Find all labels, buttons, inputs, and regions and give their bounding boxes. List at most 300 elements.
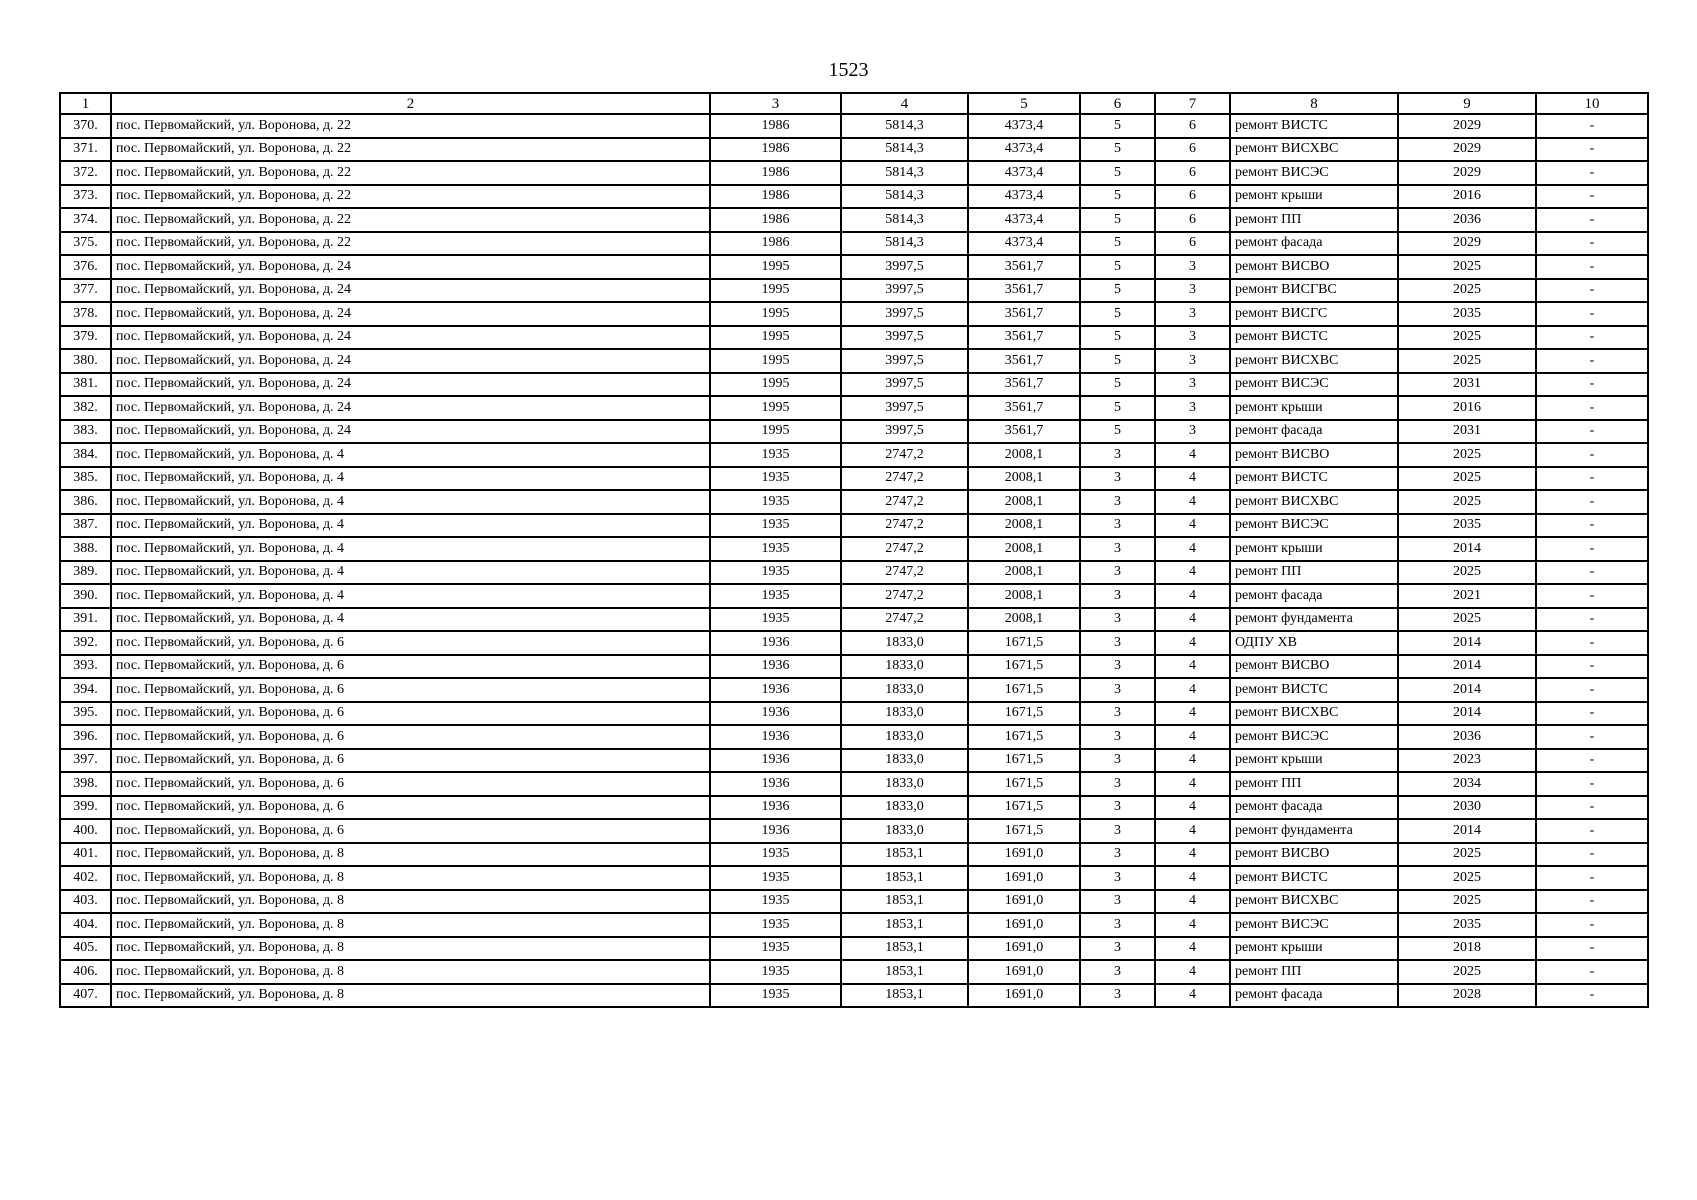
year-cell: 1935 <box>710 537 841 561</box>
page-number: 1523 <box>828 59 869 81</box>
work-type-cell: ремонт ВИСТС <box>1230 467 1398 491</box>
value-col7-cell: 4 <box>1155 631 1230 655</box>
value-col5-cell: 3561,7 <box>968 396 1080 420</box>
row-number-cell: 403. <box>60 890 111 914</box>
address-cell: пос. Первомайский, ул. Воронова, д. 4 <box>111 561 710 585</box>
table-row <box>60 608 1648 632</box>
planned-year-cell: 2035 <box>1398 913 1536 937</box>
table-row <box>60 725 1648 749</box>
table-row <box>60 913 1648 937</box>
address-cell: пос. Первомайский, ул. Воронова, д. 6 <box>111 655 710 679</box>
table-row <box>60 138 1648 162</box>
planned-year-cell: 2036 <box>1398 725 1536 749</box>
value-col7-cell: 4 <box>1155 866 1230 890</box>
table-row <box>60 349 1648 373</box>
address-cell: пос. Первомайский, ул. Воронова, д. 24 <box>111 396 710 420</box>
row-number-cell: 388. <box>60 537 111 561</box>
address-cell: пос. Первомайский, ул. Воронова, д. 4 <box>111 584 710 608</box>
planned-year-cell: 2018 <box>1398 937 1536 961</box>
table-row <box>60 490 1648 514</box>
header-row <box>60 93 1648 114</box>
value-col7-cell: 4 <box>1155 608 1230 632</box>
value-col10-cell: - <box>1536 208 1648 232</box>
year-cell: 1995 <box>710 349 841 373</box>
value-col10-cell: - <box>1536 232 1648 256</box>
work-type-cell: ремонт ВИСГВС <box>1230 279 1398 303</box>
value-col6-cell: 3 <box>1080 866 1155 890</box>
value-col7-cell: 3 <box>1155 255 1230 279</box>
value-col10-cell: - <box>1536 584 1648 608</box>
value-col4-cell: 5814,3 <box>841 232 968 256</box>
row-number-cell: 379. <box>60 326 111 350</box>
year-cell: 1935 <box>710 913 841 937</box>
address-cell: пос. Первомайский, ул. Воронова, д. 8 <box>111 843 710 867</box>
value-col7-cell: 4 <box>1155 843 1230 867</box>
row-number-cell: 392. <box>60 631 111 655</box>
table-row <box>60 984 1648 1008</box>
address-cell: пос. Первомайский, ул. Воронова, д. 6 <box>111 749 710 773</box>
planned-year-cell: 2014 <box>1398 655 1536 679</box>
planned-year-cell: 2014 <box>1398 678 1536 702</box>
address-cell: пос. Первомайский, ул. Воронова, д. 24 <box>111 349 710 373</box>
row-number-cell: 405. <box>60 937 111 961</box>
work-type-cell: ремонт ВИСХВС <box>1230 349 1398 373</box>
value-col10-cell: - <box>1536 467 1648 491</box>
year-cell: 1986 <box>710 161 841 185</box>
value-col4-cell: 3997,5 <box>841 326 968 350</box>
row-number-cell: 373. <box>60 185 111 209</box>
value-col5-cell: 2008,1 <box>968 608 1080 632</box>
work-type-cell: ремонт ВИСЭС <box>1230 725 1398 749</box>
year-cell: 1935 <box>710 866 841 890</box>
row-number-cell: 398. <box>60 772 111 796</box>
year-cell: 1995 <box>710 255 841 279</box>
value-col5-cell: 2008,1 <box>968 584 1080 608</box>
planned-year-cell: 2034 <box>1398 772 1536 796</box>
value-col4-cell: 5814,3 <box>841 208 968 232</box>
value-col4-cell: 1833,0 <box>841 655 968 679</box>
value-col6-cell: 5 <box>1080 161 1155 185</box>
row-number-cell: 386. <box>60 490 111 514</box>
address-cell: пос. Первомайский, ул. Воронова, д. 6 <box>111 702 710 726</box>
work-type-cell: ремонт ВИСВО <box>1230 255 1398 279</box>
value-col10-cell: - <box>1536 349 1648 373</box>
value-col5-cell: 3561,7 <box>968 349 1080 373</box>
value-col10-cell: - <box>1536 608 1648 632</box>
value-col10-cell: - <box>1536 655 1648 679</box>
value-col4-cell: 2747,2 <box>841 561 968 585</box>
address-cell: пос. Первомайский, ул. Воронова, д. 8 <box>111 913 710 937</box>
value-col4-cell: 1833,0 <box>841 772 968 796</box>
value-col6-cell: 3 <box>1080 537 1155 561</box>
work-type-cell: ремонт ВИСХВС <box>1230 138 1398 162</box>
row-number-cell: 381. <box>60 373 111 397</box>
value-col4-cell: 3997,5 <box>841 349 968 373</box>
value-col10-cell: - <box>1536 749 1648 773</box>
work-type-cell: ремонт фасада <box>1230 232 1398 256</box>
address-cell: пос. Первомайский, ул. Воронова, д. 22 <box>111 161 710 185</box>
row-number-cell: 387. <box>60 514 111 538</box>
value-col6-cell: 5 <box>1080 396 1155 420</box>
planned-year-cell: 2029 <box>1398 161 1536 185</box>
value-col10-cell: - <box>1536 960 1648 984</box>
value-col5-cell: 1691,0 <box>968 843 1080 867</box>
value-col10-cell: - <box>1536 913 1648 937</box>
value-col5-cell: 3561,7 <box>968 326 1080 350</box>
planned-year-cell: 2035 <box>1398 514 1536 538</box>
value-col6-cell: 3 <box>1080 913 1155 937</box>
value-col6-cell: 5 <box>1080 114 1155 138</box>
value-col5-cell: 1671,5 <box>968 702 1080 726</box>
value-col10-cell: - <box>1536 138 1648 162</box>
value-col7-cell: 4 <box>1155 655 1230 679</box>
work-type-cell: ремонт фасада <box>1230 420 1398 444</box>
row-number-cell: 390. <box>60 584 111 608</box>
year-cell: 1995 <box>710 373 841 397</box>
year-cell: 1935 <box>710 467 841 491</box>
table-row <box>60 819 1648 843</box>
work-type-cell: ремонт фасада <box>1230 584 1398 608</box>
value-col7-cell: 3 <box>1155 420 1230 444</box>
column-header-4: 4 <box>841 93 968 114</box>
value-col7-cell: 6 <box>1155 208 1230 232</box>
value-col5-cell: 1671,5 <box>968 655 1080 679</box>
value-col10-cell: - <box>1536 890 1648 914</box>
year-cell: 1935 <box>710 960 841 984</box>
year-cell: 1986 <box>710 138 841 162</box>
address-cell: пос. Первомайский, ул. Воронова, д. 6 <box>111 725 710 749</box>
value-col4-cell: 2747,2 <box>841 467 968 491</box>
planned-year-cell: 2025 <box>1398 255 1536 279</box>
work-type-cell: ремонт ПП <box>1230 561 1398 585</box>
value-col7-cell: 6 <box>1155 185 1230 209</box>
planned-year-cell: 2036 <box>1398 208 1536 232</box>
value-col5-cell: 2008,1 <box>968 467 1080 491</box>
value-col6-cell: 5 <box>1080 373 1155 397</box>
work-type-cell: ремонт крыши <box>1230 396 1398 420</box>
address-cell: пос. Первомайский, ул. Воронова, д. 4 <box>111 467 710 491</box>
row-number-cell: 371. <box>60 138 111 162</box>
table-row <box>60 655 1648 679</box>
year-cell: 1935 <box>710 584 841 608</box>
value-col7-cell: 6 <box>1155 161 1230 185</box>
value-col5-cell: 2008,1 <box>968 537 1080 561</box>
year-cell: 1935 <box>710 608 841 632</box>
value-col6-cell: 3 <box>1080 772 1155 796</box>
table-row <box>60 960 1648 984</box>
row-number-cell: 376. <box>60 255 111 279</box>
value-col7-cell: 3 <box>1155 326 1230 350</box>
table-row <box>60 843 1648 867</box>
planned-year-cell: 2016 <box>1398 396 1536 420</box>
work-type-cell: ремонт фасада <box>1230 796 1398 820</box>
address-cell: пос. Первомайский, ул. Воронова, д. 24 <box>111 373 710 397</box>
address-cell: пос. Первомайский, ул. Воронова, д. 8 <box>111 984 710 1008</box>
year-cell: 1936 <box>710 749 841 773</box>
work-type-cell: ремонт ВИСЭС <box>1230 913 1398 937</box>
planned-year-cell: 2030 <box>1398 796 1536 820</box>
address-cell: пос. Первомайский, ул. Воронова, д. 24 <box>111 326 710 350</box>
value-col6-cell: 3 <box>1080 584 1155 608</box>
year-cell: 1995 <box>710 396 841 420</box>
year-cell: 1935 <box>710 937 841 961</box>
row-number-cell: 370. <box>60 114 111 138</box>
table-row <box>60 326 1648 350</box>
value-col4-cell: 3997,5 <box>841 255 968 279</box>
column-header-3: 3 <box>710 93 841 114</box>
value-col10-cell: - <box>1536 279 1648 303</box>
value-col10-cell: - <box>1536 819 1648 843</box>
table-row <box>60 796 1648 820</box>
work-type-cell: ремонт ВИСЭС <box>1230 514 1398 538</box>
data-table <box>59 92 1649 1008</box>
planned-year-cell: 2014 <box>1398 819 1536 843</box>
value-col4-cell: 1853,1 <box>841 937 968 961</box>
work-type-cell: ремонт ВИСТС <box>1230 114 1398 138</box>
address-cell: пос. Первомайский, ул. Воронова, д. 6 <box>111 678 710 702</box>
value-col10-cell: - <box>1536 937 1648 961</box>
value-col6-cell: 5 <box>1080 279 1155 303</box>
planned-year-cell: 2035 <box>1398 302 1536 326</box>
value-col4-cell: 3997,5 <box>841 396 968 420</box>
planned-year-cell: 2029 <box>1398 114 1536 138</box>
planned-year-cell: 2025 <box>1398 960 1536 984</box>
planned-year-cell: 2025 <box>1398 608 1536 632</box>
table-row <box>60 584 1648 608</box>
value-col10-cell: - <box>1536 772 1648 796</box>
address-cell: пос. Первомайский, ул. Воронова, д. 22 <box>111 114 710 138</box>
work-type-cell: ремонт фундамента <box>1230 608 1398 632</box>
column-header-7: 7 <box>1155 93 1230 114</box>
value-col10-cell: - <box>1536 490 1648 514</box>
planned-year-cell: 2025 <box>1398 890 1536 914</box>
address-cell: пос. Первомайский, ул. Воронова, д. 22 <box>111 232 710 256</box>
work-type-cell: ремонт ВИСВО <box>1230 843 1398 867</box>
value-col6-cell: 3 <box>1080 678 1155 702</box>
value-col6-cell: 3 <box>1080 514 1155 538</box>
year-cell: 1936 <box>710 772 841 796</box>
year-cell: 1995 <box>710 302 841 326</box>
value-col4-cell: 1833,0 <box>841 702 968 726</box>
row-number-cell: 393. <box>60 655 111 679</box>
year-cell: 1995 <box>710 326 841 350</box>
address-cell: пос. Первомайский, ул. Воронова, д. 8 <box>111 890 710 914</box>
planned-year-cell: 2025 <box>1398 326 1536 350</box>
table-row <box>60 208 1648 232</box>
value-col10-cell: - <box>1536 326 1648 350</box>
value-col7-cell: 4 <box>1155 725 1230 749</box>
planned-year-cell: 2031 <box>1398 420 1536 444</box>
address-cell: пос. Первомайский, ул. Воронова, д. 6 <box>111 819 710 843</box>
table-row <box>60 443 1648 467</box>
row-number-cell: 407. <box>60 984 111 1008</box>
value-col7-cell: 4 <box>1155 960 1230 984</box>
table-row <box>60 467 1648 491</box>
value-col5-cell: 2008,1 <box>968 443 1080 467</box>
value-col10-cell: - <box>1536 514 1648 538</box>
column-header-10: 10 <box>1536 93 1648 114</box>
value-col4-cell: 3997,5 <box>841 279 968 303</box>
row-number-cell: 383. <box>60 420 111 444</box>
planned-year-cell: 2023 <box>1398 749 1536 773</box>
address-cell: пос. Первомайский, ул. Воронова, д. 6 <box>111 772 710 796</box>
work-type-cell: ремонт ВИСТС <box>1230 326 1398 350</box>
address-cell: пос. Первомайский, ул. Воронова, д. 4 <box>111 514 710 538</box>
year-cell: 1936 <box>710 725 841 749</box>
row-number-cell: 399. <box>60 796 111 820</box>
row-number-cell: 382. <box>60 396 111 420</box>
year-cell: 1936 <box>710 678 841 702</box>
value-col4-cell: 1853,1 <box>841 960 968 984</box>
value-col6-cell: 3 <box>1080 631 1155 655</box>
value-col7-cell: 4 <box>1155 584 1230 608</box>
value-col6-cell: 3 <box>1080 960 1155 984</box>
value-col4-cell: 5814,3 <box>841 161 968 185</box>
work-type-cell: ремонт крыши <box>1230 749 1398 773</box>
value-col4-cell: 1833,0 <box>841 678 968 702</box>
address-cell: пос. Первомайский, ул. Воронова, д. 8 <box>111 866 710 890</box>
year-cell: 1935 <box>710 561 841 585</box>
row-number-cell: 378. <box>60 302 111 326</box>
value-col6-cell: 5 <box>1080 138 1155 162</box>
table-row <box>60 185 1648 209</box>
table-row <box>60 373 1648 397</box>
value-col6-cell: 5 <box>1080 232 1155 256</box>
value-col10-cell: - <box>1536 725 1648 749</box>
value-col4-cell: 1853,1 <box>841 866 968 890</box>
value-col10-cell: - <box>1536 537 1648 561</box>
value-col5-cell: 2008,1 <box>968 514 1080 538</box>
value-col6-cell: 5 <box>1080 302 1155 326</box>
year-cell: 1986 <box>710 232 841 256</box>
row-number-cell: 374. <box>60 208 111 232</box>
value-col10-cell: - <box>1536 420 1648 444</box>
value-col6-cell: 5 <box>1080 185 1155 209</box>
value-col4-cell: 1853,1 <box>841 843 968 867</box>
value-col7-cell: 4 <box>1155 702 1230 726</box>
address-cell: пос. Первомайский, ул. Воронова, д. 6 <box>111 631 710 655</box>
value-col5-cell: 3561,7 <box>968 373 1080 397</box>
row-number-cell: 375. <box>60 232 111 256</box>
value-col5-cell: 1691,0 <box>968 866 1080 890</box>
table-row <box>60 420 1648 444</box>
column-header-5: 5 <box>968 93 1080 114</box>
value-col10-cell: - <box>1536 161 1648 185</box>
value-col10-cell: - <box>1536 396 1648 420</box>
row-number-cell: 377. <box>60 279 111 303</box>
value-col6-cell: 3 <box>1080 843 1155 867</box>
value-col4-cell: 1833,0 <box>841 725 968 749</box>
planned-year-cell: 2025 <box>1398 467 1536 491</box>
value-col5-cell: 4373,4 <box>968 232 1080 256</box>
value-col6-cell: 3 <box>1080 937 1155 961</box>
value-col6-cell: 5 <box>1080 326 1155 350</box>
table-row <box>60 255 1648 279</box>
work-type-cell: ОДПУ ХВ <box>1230 631 1398 655</box>
value-col6-cell: 3 <box>1080 467 1155 491</box>
value-col4-cell: 1853,1 <box>841 984 968 1008</box>
value-col4-cell: 1833,0 <box>841 819 968 843</box>
value-col4-cell: 5814,3 <box>841 138 968 162</box>
year-cell: 1936 <box>710 819 841 843</box>
year-cell: 1935 <box>710 843 841 867</box>
address-cell: пос. Первомайский, ул. Воронова, д. 8 <box>111 937 710 961</box>
address-cell: пос. Первомайский, ул. Воронова, д. 4 <box>111 490 710 514</box>
value-col5-cell: 3561,7 <box>968 420 1080 444</box>
address-cell: пос. Первомайский, ул. Воронова, д. 6 <box>111 796 710 820</box>
row-number-cell: 380. <box>60 349 111 373</box>
value-col5-cell: 1671,5 <box>968 796 1080 820</box>
year-cell: 1936 <box>710 796 841 820</box>
value-col4-cell: 2747,2 <box>841 490 968 514</box>
table-row <box>60 114 1648 138</box>
table-row <box>60 514 1648 538</box>
value-col7-cell: 6 <box>1155 114 1230 138</box>
table-row <box>60 702 1648 726</box>
planned-year-cell: 2025 <box>1398 443 1536 467</box>
table-row <box>60 537 1648 561</box>
value-col10-cell: - <box>1536 255 1648 279</box>
value-col6-cell: 3 <box>1080 796 1155 820</box>
value-col7-cell: 4 <box>1155 537 1230 561</box>
year-cell: 1935 <box>710 443 841 467</box>
value-col5-cell: 2008,1 <box>968 561 1080 585</box>
address-cell: пос. Первомайский, ул. Воронова, д. 24 <box>111 420 710 444</box>
planned-year-cell: 2025 <box>1398 561 1536 585</box>
planned-year-cell: 2014 <box>1398 702 1536 726</box>
value-col5-cell: 1691,0 <box>968 913 1080 937</box>
planned-year-cell: 2014 <box>1398 537 1536 561</box>
value-col6-cell: 3 <box>1080 702 1155 726</box>
value-col10-cell: - <box>1536 631 1648 655</box>
planned-year-cell: 2029 <box>1398 232 1536 256</box>
value-col5-cell: 3561,7 <box>968 255 1080 279</box>
value-col5-cell: 1671,5 <box>968 772 1080 796</box>
table-row <box>60 749 1648 773</box>
row-number-cell: 404. <box>60 913 111 937</box>
address-cell: пос. Первомайский, ул. Воронова, д. 24 <box>111 255 710 279</box>
table-body <box>60 114 1648 1007</box>
value-col5-cell: 3561,7 <box>968 279 1080 303</box>
planned-year-cell: 2025 <box>1398 866 1536 890</box>
table-row <box>60 279 1648 303</box>
table-row <box>60 937 1648 961</box>
work-type-cell: ремонт ВИСЭС <box>1230 161 1398 185</box>
value-col7-cell: 4 <box>1155 913 1230 937</box>
address-cell: пос. Первомайский, ул. Воронова, д. 22 <box>111 208 710 232</box>
value-col4-cell: 1853,1 <box>841 890 968 914</box>
value-col10-cell: - <box>1536 678 1648 702</box>
value-col10-cell: - <box>1536 866 1648 890</box>
column-header-6: 6 <box>1080 93 1155 114</box>
table-row <box>60 631 1648 655</box>
work-type-cell: ремонт ВИСВО <box>1230 655 1398 679</box>
row-number-cell: 402. <box>60 866 111 890</box>
value-col7-cell: 6 <box>1155 138 1230 162</box>
row-number-cell: 395. <box>60 702 111 726</box>
planned-year-cell: 2025 <box>1398 843 1536 867</box>
table-row <box>60 678 1648 702</box>
value-col4-cell: 1853,1 <box>841 913 968 937</box>
row-number-cell: 384. <box>60 443 111 467</box>
address-cell: пос. Первомайский, ул. Воронова, д. 4 <box>111 537 710 561</box>
work-type-cell: ремонт крыши <box>1230 537 1398 561</box>
work-type-cell: ремонт фасада <box>1230 984 1398 1008</box>
planned-year-cell: 2021 <box>1398 584 1536 608</box>
address-cell: пос. Первомайский, ул. Воронова, д. 24 <box>111 279 710 303</box>
address-cell: пос. Первомайский, ул. Воронова, д. 8 <box>111 960 710 984</box>
value-col4-cell: 2747,2 <box>841 514 968 538</box>
